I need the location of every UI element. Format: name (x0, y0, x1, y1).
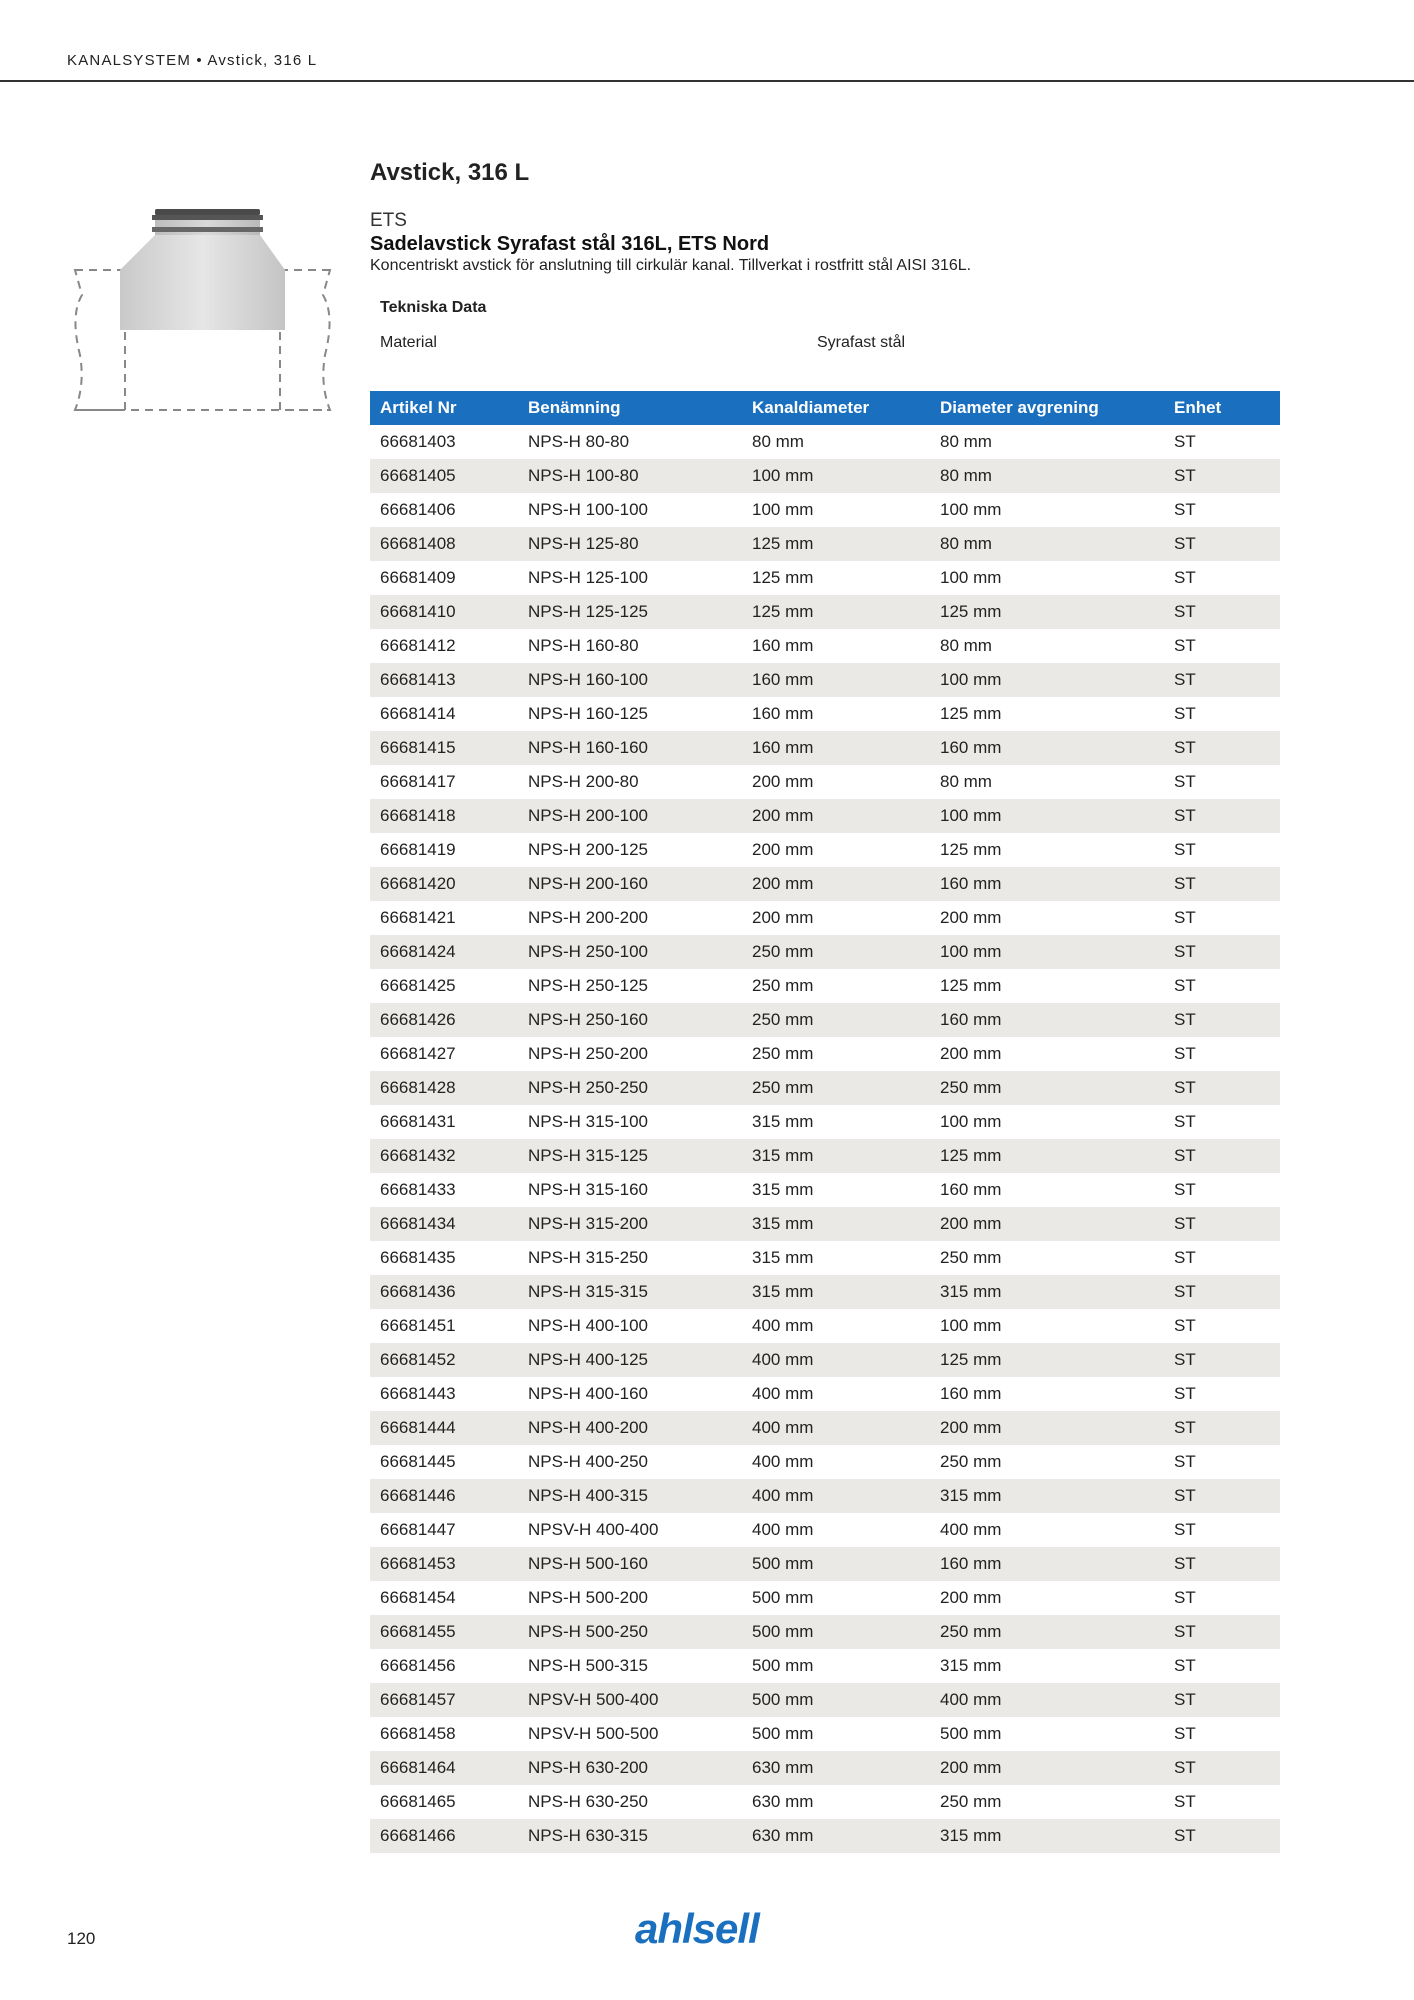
cell-name: NPS-H 400-160 (528, 1384, 649, 1403)
table-row (370, 629, 1280, 663)
cell-unit: ST (1174, 976, 1196, 995)
cell-unit: ST (1164, 1615, 1280, 1649)
table-row (370, 799, 1280, 833)
table-row (370, 1377, 1280, 1411)
column-header-duct-diameter: Kanaldiameter (742, 391, 930, 425)
cell-branch-diameter: 200 mm (930, 1207, 1164, 1241)
cell-name: NPS-H 250-100 (518, 935, 742, 969)
table-row (370, 425, 1280, 459)
cell-name: NPS-H 160-125 (528, 704, 649, 723)
cell-unit: ST (1164, 527, 1280, 561)
cell-unit: ST (1164, 1479, 1280, 1513)
cell-branch-diameter: 125 mm (940, 704, 1002, 723)
page-number: 120 (67, 1929, 96, 1948)
cell-duct-diameter: 200 mm (742, 799, 930, 833)
cell-name: NPS-H 160-80 (528, 636, 639, 655)
cell-branch-diameter: 80 mm (940, 636, 992, 655)
cell-unit: ST (1164, 1275, 1280, 1309)
cell-unit: ST (1164, 1139, 1280, 1173)
table-row (370, 561, 1280, 595)
cell-name: NPS-H 160-160 (518, 731, 742, 765)
cell-name: NPS-H 400-200 (518, 1411, 742, 1445)
cell-duct-diameter: 315 mm (742, 1139, 930, 1173)
cell-branch-diameter: 125 mm (940, 840, 1002, 859)
cell-branch-diameter: 200 mm (940, 1044, 1002, 1063)
cell-article-number: 66681405 (370, 459, 518, 493)
cell-unit: ST (1164, 799, 1280, 833)
cell-article-number: 66681452 (370, 1343, 518, 1377)
cell-branch-diameter: 200 mm (930, 1411, 1164, 1445)
cell-duct-diameter: 125 mm (742, 595, 930, 629)
cell-duct-diameter: 200 mm (742, 867, 930, 901)
cell-name: NPS-H 250-160 (518, 1003, 742, 1037)
cell-unit: ST (1174, 908, 1196, 927)
cell-name: NPS-H 200-160 (518, 867, 742, 901)
cell-duct-diameter: 80 mm (752, 432, 804, 451)
cell-duct-diameter: 250 mm (742, 935, 930, 969)
cell-article-number: 66681428 (370, 1071, 518, 1105)
table-row (370, 1547, 1280, 1581)
cell-unit: ST (1164, 1003, 1280, 1037)
cell-article-number: 66681443 (380, 1384, 456, 1403)
cell-duct-diameter: 100 mm (752, 500, 814, 519)
cell-name: NPS-H 315-160 (528, 1180, 649, 1199)
cell-article-number: 66681427 (380, 1044, 456, 1063)
cell-branch-diameter: 250 mm (940, 1792, 1002, 1811)
table-row (370, 867, 1280, 901)
table-header-row (370, 391, 1280, 425)
cell-branch-diameter: 160 mm (940, 1384, 1002, 1403)
cell-article-number: 66681451 (380, 1316, 456, 1335)
cell-unit: ST (1174, 1452, 1196, 1471)
cell-duct-diameter: 400 mm (742, 1411, 930, 1445)
cell-name: NPS-H 500-160 (518, 1547, 742, 1581)
cell-unit: ST (1174, 1520, 1196, 1539)
table-row (370, 1751, 1280, 1785)
column-header-branch-diameter: Diameter avgrening (930, 391, 1164, 425)
cell-unit: ST (1174, 1384, 1196, 1403)
cell-duct-diameter: 400 mm (742, 1343, 930, 1377)
cell-branch-diameter: 80 mm (930, 527, 1164, 561)
cell-unit: ST (1164, 1411, 1280, 1445)
cell-duct-diameter: 315 mm (752, 1180, 814, 1199)
cell-duct-diameter: 500 mm (752, 1724, 814, 1743)
cell-article-number: 66681419 (380, 840, 456, 859)
cell-name: NPS-H 315-200 (518, 1207, 742, 1241)
table-row (370, 1615, 1280, 1649)
cell-branch-diameter: 100 mm (930, 799, 1164, 833)
cell-duct-diameter: 400 mm (752, 1384, 814, 1403)
cell-name: NPS-H 400-125 (518, 1343, 742, 1377)
cell-article-number: 66681436 (370, 1275, 518, 1309)
cell-article-number: 66681435 (380, 1248, 456, 1267)
cell-branch-diameter: 160 mm (940, 1180, 1002, 1199)
cell-branch-diameter: 160 mm (930, 1003, 1164, 1037)
product-description: Koncentriskt avstick för anslutning till cirkulär kanal. Tillverkat i rostfritt stål AISI 316L. (370, 257, 972, 274)
cell-branch-diameter: 160 mm (930, 731, 1164, 765)
cell-article-number: 66681464 (370, 1751, 518, 1785)
tech-data-value: Syrafast stål (817, 334, 906, 351)
cell-duct-diameter: 400 mm (752, 1452, 814, 1471)
table-row (370, 969, 1280, 1003)
cell-branch-diameter: 100 mm (930, 935, 1164, 969)
cell-article-number: 66681426 (370, 1003, 518, 1037)
cell-name: NPS-H 160-100 (518, 663, 742, 697)
cell-name: NPS-H 200-200 (528, 908, 649, 927)
cell-name: NPS-H 200-100 (518, 799, 742, 833)
cell-unit: ST (1164, 595, 1280, 629)
cell-name: NPS-H 500-200 (528, 1588, 649, 1607)
cell-unit: ST (1174, 500, 1196, 519)
cell-unit: ST (1164, 1683, 1280, 1717)
cell-duct-diameter: 400 mm (752, 1520, 814, 1539)
cell-duct-diameter: 630 mm (742, 1819, 930, 1853)
table-row (370, 1683, 1280, 1717)
cell-branch-diameter: 315 mm (930, 1479, 1164, 1513)
cell-branch-diameter: 315 mm (930, 1819, 1164, 1853)
cell-unit: ST (1164, 1751, 1280, 1785)
cell-duct-diameter: 250 mm (752, 1044, 814, 1063)
cell-branch-diameter: 250 mm (940, 1452, 1002, 1471)
table-row (370, 1785, 1280, 1819)
cell-branch-diameter: 100 mm (940, 500, 1002, 519)
cell-unit: ST (1174, 1792, 1196, 1811)
table-row (370, 1207, 1280, 1241)
cell-unit: ST (1164, 867, 1280, 901)
cell-unit: ST (1174, 1248, 1196, 1267)
cell-unit: ST (1164, 1207, 1280, 1241)
cell-duct-diameter: 315 mm (752, 1112, 814, 1131)
cell-duct-diameter: 160 mm (752, 704, 814, 723)
table-row (370, 1275, 1280, 1309)
cell-branch-diameter: 125 mm (930, 595, 1164, 629)
table-row (370, 731, 1280, 765)
cell-article-number: 66681444 (370, 1411, 518, 1445)
cell-name: NPSV-H 500-400 (518, 1683, 742, 1717)
table-row (370, 1173, 1280, 1207)
table-row (370, 1105, 1280, 1139)
cell-unit: ST (1164, 1071, 1280, 1105)
cell-branch-diameter: 125 mm (940, 976, 1002, 995)
cell-unit: ST (1174, 1588, 1196, 1607)
cell-article-number: 66681458 (380, 1724, 456, 1743)
cell-name: NPS-H 315-125 (518, 1139, 742, 1173)
cell-article-number: 66681417 (380, 772, 456, 791)
cell-unit: ST (1174, 636, 1196, 655)
cell-name: NPS-H 250-125 (528, 976, 649, 995)
cell-unit: ST (1174, 704, 1196, 723)
cell-duct-diameter: 160 mm (752, 636, 814, 655)
cell-duct-diameter: 160 mm (742, 731, 930, 765)
cell-duct-diameter: 250 mm (752, 976, 814, 995)
cell-duct-diameter: 400 mm (742, 1479, 930, 1513)
cell-branch-diameter: 500 mm (940, 1724, 1002, 1743)
cell-unit: ST (1174, 568, 1196, 587)
cell-name: NPS-H 80-80 (528, 432, 630, 451)
table-row (370, 935, 1280, 969)
cell-duct-diameter: 630 mm (742, 1751, 930, 1785)
cell-unit: ST (1174, 840, 1196, 859)
table-row (370, 901, 1280, 935)
cell-unit: ST (1174, 1656, 1196, 1675)
cell-article-number: 66681431 (380, 1112, 456, 1131)
table-row (370, 1071, 1280, 1105)
cell-duct-diameter: 315 mm (742, 1275, 930, 1309)
table-row (370, 1581, 1280, 1615)
table-row (370, 1411, 1280, 1445)
cell-branch-diameter: 250 mm (940, 1248, 1002, 1267)
cell-article-number: 66681406 (380, 500, 456, 519)
table-row (370, 1445, 1280, 1479)
cell-duct-diameter: 500 mm (752, 1588, 814, 1607)
cell-name: NPS-H 630-200 (518, 1751, 742, 1785)
cell-branch-diameter: 125 mm (930, 1343, 1164, 1377)
cell-name: NPS-H 500-250 (518, 1615, 742, 1649)
table-row (370, 1513, 1280, 1547)
cell-article-number: 66681445 (380, 1452, 456, 1471)
cell-duct-diameter: 500 mm (742, 1547, 930, 1581)
cell-name: NPS-H 200-125 (528, 840, 649, 859)
cell-article-number: 66681403 (380, 432, 456, 451)
cell-name: NPSV-H 400-400 (528, 1520, 659, 1539)
cell-unit: ST (1164, 731, 1280, 765)
cell-branch-diameter: 160 mm (930, 867, 1164, 901)
column-header-unit: Enhet (1164, 391, 1280, 425)
ahlsell-logo: ahlsell (635, 1905, 759, 1952)
table-row (370, 1003, 1280, 1037)
breadcrumb: KANALSYSTEM • Avstick, 316 L (67, 52, 318, 69)
cell-article-number: 66681456 (380, 1656, 456, 1675)
cell-name: NPS-H 315-100 (528, 1112, 649, 1131)
cell-unit: ST (1164, 663, 1280, 697)
cell-unit: ST (1164, 459, 1280, 493)
tech-data-title: Tekniska Data (380, 299, 487, 316)
cell-branch-diameter: 80 mm (930, 459, 1164, 493)
cell-article-number: 66681424 (370, 935, 518, 969)
cell-name: NPS-H 315-315 (518, 1275, 742, 1309)
table-row (370, 765, 1280, 799)
cell-name: NPS-H 400-250 (528, 1452, 649, 1471)
cell-name: NPS-H 630-250 (528, 1792, 649, 1811)
cell-name: NPS-H 125-125 (518, 595, 742, 629)
cell-name: NPS-H 400-315 (518, 1479, 742, 1513)
cell-article-number: 66681453 (370, 1547, 518, 1581)
cell-branch-diameter: 250 mm (930, 1071, 1164, 1105)
tech-data-row (380, 333, 1280, 353)
cell-unit: ST (1174, 1316, 1196, 1335)
table-row (370, 1649, 1280, 1683)
cell-branch-diameter: 100 mm (940, 568, 1002, 587)
cell-article-number: 66681466 (370, 1819, 518, 1853)
table-row (370, 459, 1280, 493)
cell-unit: ST (1174, 432, 1196, 451)
cell-branch-diameter: 80 mm (940, 432, 992, 451)
table-row (370, 663, 1280, 697)
cell-name: NPSV-H 500-500 (528, 1724, 659, 1743)
cell-article-number: 66681425 (380, 976, 456, 995)
cell-article-number: 66681434 (370, 1207, 518, 1241)
cell-article-number: 66681420 (370, 867, 518, 901)
cell-duct-diameter: 315 mm (742, 1207, 930, 1241)
cell-name: NPS-H 400-100 (528, 1316, 649, 1335)
cell-duct-diameter: 250 mm (742, 1071, 930, 1105)
cell-branch-diameter: 100 mm (940, 1112, 1002, 1131)
table-row (370, 1139, 1280, 1173)
page-header (0, 0, 1414, 82)
cell-article-number: 66681454 (380, 1588, 456, 1607)
cell-name: NPS-H 315-250 (528, 1248, 649, 1267)
cell-name: NPS-H 125-80 (518, 527, 742, 561)
cell-name: NPS-H 250-250 (518, 1071, 742, 1105)
cell-article-number: 66681447 (380, 1520, 456, 1539)
cell-article-number: 66681415 (370, 731, 518, 765)
cell-article-number: 66681432 (370, 1139, 518, 1173)
column-header-name: Benämning (518, 391, 742, 425)
brand-name: ETS (370, 210, 407, 231)
cell-article-number: 66681408 (370, 527, 518, 561)
cell-article-number: 66681409 (380, 568, 456, 587)
cell-branch-diameter: 100 mm (940, 1316, 1002, 1335)
cell-branch-diameter: 200 mm (930, 1751, 1164, 1785)
table-body (370, 425, 1280, 1853)
table-row (370, 595, 1280, 629)
cell-branch-diameter: 80 mm (940, 772, 992, 791)
cell-duct-diameter: 250 mm (742, 1003, 930, 1037)
product-image (70, 205, 335, 420)
cell-branch-diameter: 200 mm (940, 908, 1002, 927)
table-row (370, 697, 1280, 731)
cell-unit: ST (1174, 772, 1196, 791)
cell-branch-diameter: 100 mm (930, 663, 1164, 697)
cell-article-number: 66681421 (380, 908, 456, 927)
cell-unit: ST (1164, 1547, 1280, 1581)
cell-article-number: 66681465 (380, 1792, 456, 1811)
cell-name: NPS-H 250-200 (528, 1044, 649, 1063)
cell-branch-diameter: 160 mm (930, 1547, 1164, 1581)
table-row (370, 493, 1280, 527)
cell-duct-diameter: 160 mm (742, 663, 930, 697)
cell-unit: ST (1164, 1819, 1280, 1853)
table-row (370, 1309, 1280, 1343)
cell-name: NPS-H 100-80 (518, 459, 742, 493)
cell-branch-diameter: 125 mm (930, 1139, 1164, 1173)
cell-unit: ST (1174, 1112, 1196, 1131)
cell-name: NPS-H 630-315 (518, 1819, 742, 1853)
cell-name: NPS-H 125-100 (528, 568, 649, 587)
cell-branch-diameter: 400 mm (940, 1520, 1002, 1539)
cell-name: NPS-H 500-315 (528, 1656, 649, 1675)
product-table (370, 391, 1280, 1853)
cell-duct-diameter: 400 mm (752, 1316, 814, 1335)
cell-article-number: 66681418 (370, 799, 518, 833)
cell-unit: ST (1174, 1044, 1196, 1063)
column-header-article: Artikel Nr (370, 391, 518, 425)
cell-article-number: 66681433 (380, 1180, 456, 1199)
page-title: Avstick, 316 L (370, 159, 530, 186)
cell-duct-diameter: 315 mm (752, 1248, 814, 1267)
cell-article-number: 66681413 (370, 663, 518, 697)
cell-duct-diameter: 630 mm (752, 1792, 814, 1811)
cell-article-number: 66681410 (370, 595, 518, 629)
cell-duct-diameter: 200 mm (752, 772, 814, 791)
cell-branch-diameter: 250 mm (930, 1615, 1164, 1649)
table-row (370, 833, 1280, 867)
cell-article-number: 66681457 (370, 1683, 518, 1717)
cell-unit: ST (1164, 1343, 1280, 1377)
cell-name: NPS-H 200-80 (528, 772, 639, 791)
cell-duct-diameter: 200 mm (752, 908, 814, 927)
cell-duct-diameter: 500 mm (752, 1656, 814, 1675)
product-subtitle: Sadelavstick Syrafast stål 316L, ETS Nord (370, 233, 770, 255)
table-row (370, 1819, 1280, 1853)
cell-unit: ST (1174, 1180, 1196, 1199)
cell-article-number: 66681412 (380, 636, 456, 655)
cell-branch-diameter: 315 mm (940, 1656, 1002, 1675)
cell-duct-diameter: 100 mm (742, 459, 930, 493)
cell-duct-diameter: 500 mm (742, 1683, 930, 1717)
cell-article-number: 66681446 (370, 1479, 518, 1513)
cell-name: NPS-H 100-100 (528, 500, 649, 519)
cell-duct-diameter: 125 mm (742, 527, 930, 561)
cell-duct-diameter: 500 mm (742, 1615, 930, 1649)
cell-unit: ST (1174, 1724, 1196, 1743)
cell-unit: ST (1164, 935, 1280, 969)
cell-branch-diameter: 315 mm (930, 1275, 1164, 1309)
table-row (370, 1343, 1280, 1377)
cell-branch-diameter: 400 mm (930, 1683, 1164, 1717)
table-row (370, 1717, 1280, 1751)
table-row (370, 1241, 1280, 1275)
product-info (370, 158, 1280, 353)
tech-data-key: Material (380, 334, 437, 351)
table-row (370, 527, 1280, 561)
table-row (370, 1037, 1280, 1071)
table-row (370, 1479, 1280, 1513)
cell-article-number: 66681455 (370, 1615, 518, 1649)
cell-duct-diameter: 125 mm (752, 568, 814, 587)
cell-branch-diameter: 200 mm (940, 1588, 1002, 1607)
cell-article-number: 66681414 (380, 704, 456, 723)
cell-duct-diameter: 200 mm (752, 840, 814, 859)
